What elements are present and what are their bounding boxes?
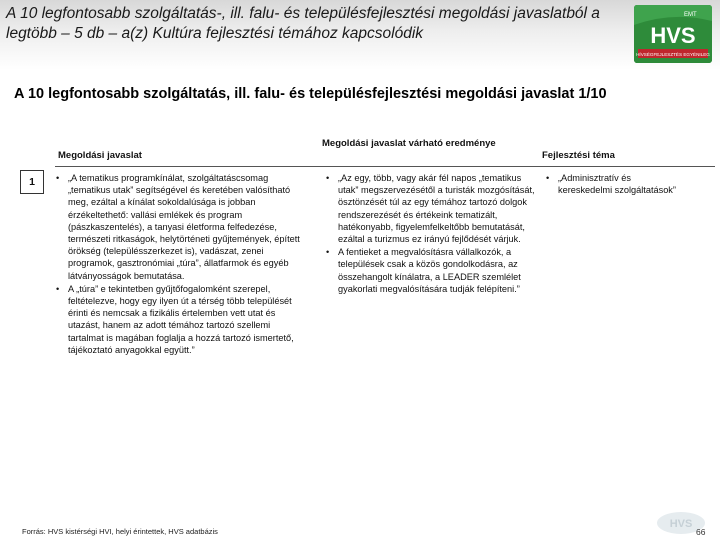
proposal-column bbox=[56, 172, 304, 357]
row-number: 1 bbox=[20, 170, 44, 194]
list-item: • „Az egy, több, vagy akár fél napos „tematikus utak” megszervezésétől a turisták mozgósítását, ösztönzését túl az egy témához tartozó dolgok rendszerezését és értékeink tematizált, hatékonyabb, figyelemfelkeltőbb bemutatását, ezáltal a turizmus ez irányú fejlődését várjuk. bbox=[326, 173, 535, 245]
source-note: Forrás: HVS kistérségi HVI, helyi érintettek, HVS adatbázis bbox=[22, 527, 218, 536]
logo-top-text: EMT bbox=[684, 12, 697, 18]
hvs-logo bbox=[634, 5, 712, 63]
list-item: • „Adminisztratív és kereskedelmi szolgáltatások” bbox=[546, 173, 676, 196]
list-item: • „A tematikus programkínálat, szolgáltatáscsomag „tematikus utak” segítségével és keretében valósítható meg, ezáltal a kínálat sokoldalúsága is jobban érzékeltethető: vallási emlékek és program (pászkaszentelés), a tanyasi életforma felfedezése, természeti ritkaságok, helytörténeti gyűjtemények, épített örökség (településszerkezet is), vadászat, zenei programok, gasztronómiai „túra”, állatfarmok és egyéb látványosságok bemutatása. bbox=[56, 173, 300, 281]
logo-mark: HVS bbox=[650, 23, 696, 48]
topic-column bbox=[546, 172, 686, 197]
column-header-proposal: Megoldási javaslat bbox=[58, 150, 142, 161]
header-title: A 10 legfontosabb szolgáltatás-, ill. falu- és településfejlesztési megoldási javaslatból a legtöbb – 5 db – a(z) Kultúra fejlesztési témához kapcsolódik bbox=[6, 5, 600, 42]
slide-header bbox=[0, 0, 720, 70]
logo-bottom-text: HÍVSÉGFEJLESZTÉS EGYÉNILEG bbox=[636, 52, 710, 57]
header-divider bbox=[55, 166, 715, 167]
svg-text:HVS: HVS bbox=[669, 518, 693, 530]
slide-subtitle: A 10 legfontosabb szolgáltatás, ill. falu- és településfejlesztési megoldási javaslat 1/10 bbox=[14, 86, 607, 102]
list-item: • A fentieket a megvalósításra vállalkozók, a települések csak a közös gondolkodásra, az összehangolt kínálatra, a LEADER szemlélet gyakorlati megvalósítására tudják felépíteni.” bbox=[326, 247, 521, 294]
column-header-result: Megoldási javaslat várható eredménye bbox=[322, 138, 496, 149]
result-column bbox=[326, 172, 538, 296]
list-item: • A „túra” e tekintetben gyűjtőfogalomként szerepel, feltételezve, hogy egy ilyen út a térség több települését érinti és nemcsak a fizikális értelemben vett utat és utazást, hanem az adott témához tartozó szellemi tartalmat is magában foglalja a hozzá tartozó ismertető, tájékoztató anyagokkal együtt.” bbox=[56, 283, 294, 355]
column-header-topic: Fejlesztési téma bbox=[542, 150, 615, 161]
page-number: 66 bbox=[696, 527, 706, 537]
